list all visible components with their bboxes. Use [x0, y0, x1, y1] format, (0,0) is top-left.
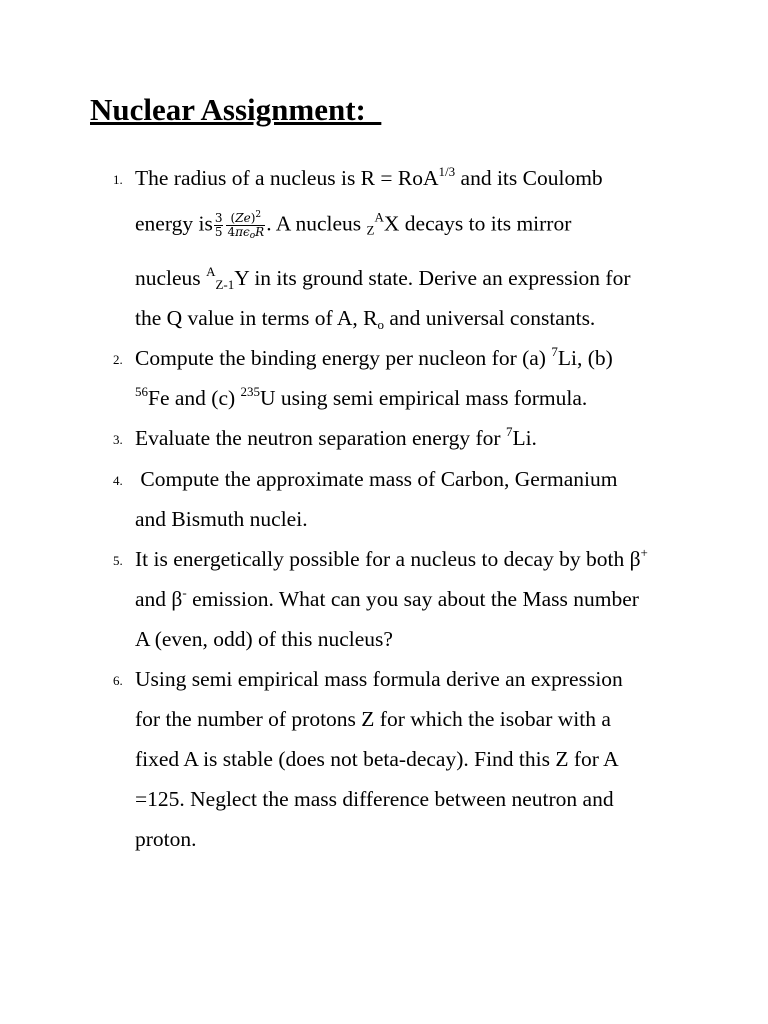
question-6-number: 6. [113, 673, 123, 688]
question-5-line-1: It is energetically possible for a nucleus to decay by both β+ [135, 545, 648, 571]
question-1-line-2: energy is $\frac{3}{5}$ $\frac{(Ze)^2}{4\pi\epsilon_oR}$ . A nucleus $_Z^A$X decays to its mirror [135, 209, 572, 242]
question-4-number: 4. [113, 473, 123, 488]
question-3-number: 3. [113, 432, 123, 447]
question-2-line-2: $^{56}$Fe and (c) $^{235}$U using semi empirical mass formula. [135, 384, 588, 410]
question-6-line-2: for the number of protons Z for which the isobar with a [135, 707, 611, 731]
question-6-line-4: =125. Neglect the mass difference between neutron and [135, 787, 614, 811]
question-1-number: 1. [113, 172, 123, 187]
question-2-line-1: Compute the binding energy per nucleon for (a) $^7$Li, (b) [135, 344, 613, 370]
question-5-line-2: and β- emission. What can you say about the Mass number [135, 585, 639, 611]
question-5-line-3: A (even, odd) of this nucleus? [135, 627, 393, 651]
question-6-line-1: Using semi empirical mass formula derive an expression [135, 667, 623, 691]
question-2-number: 2. [113, 352, 123, 367]
question-1-line-1: The radius of a nucleus is R = RoA$^{1/3}$ and its Coulomb [135, 164, 603, 190]
fraction-coulomb-term: $\frac{(Ze)^2}{4\pi\epsilon_oR}$ [227, 210, 265, 242]
page-title: Nuclear Assignment: [90, 92, 382, 127]
question-3-line-1: Evaluate the neutron separation energy for $^7$Li. [135, 424, 537, 450]
question-1-line-4: the Q value in terms of A, $R_o$ and universal constants. [135, 306, 596, 332]
fraction-three-fifths: $\frac{3}{5}$ [214, 211, 223, 240]
question-4-line-1: Compute the approximate mass of Carbon, Germanium [135, 467, 618, 491]
question-1-line-3: nucleus $^A_{Z-1}$Y in its ground state. Derive an expression for [135, 264, 631, 292]
question-5-number: 5. [113, 553, 123, 568]
question-4-line-2: and Bismuth nuclei. [135, 507, 308, 531]
question-6-line-3: fixed A is stable (does not beta-decay). Find this Z for A [135, 747, 619, 771]
question-6-line-5: proton. [135, 827, 197, 851]
